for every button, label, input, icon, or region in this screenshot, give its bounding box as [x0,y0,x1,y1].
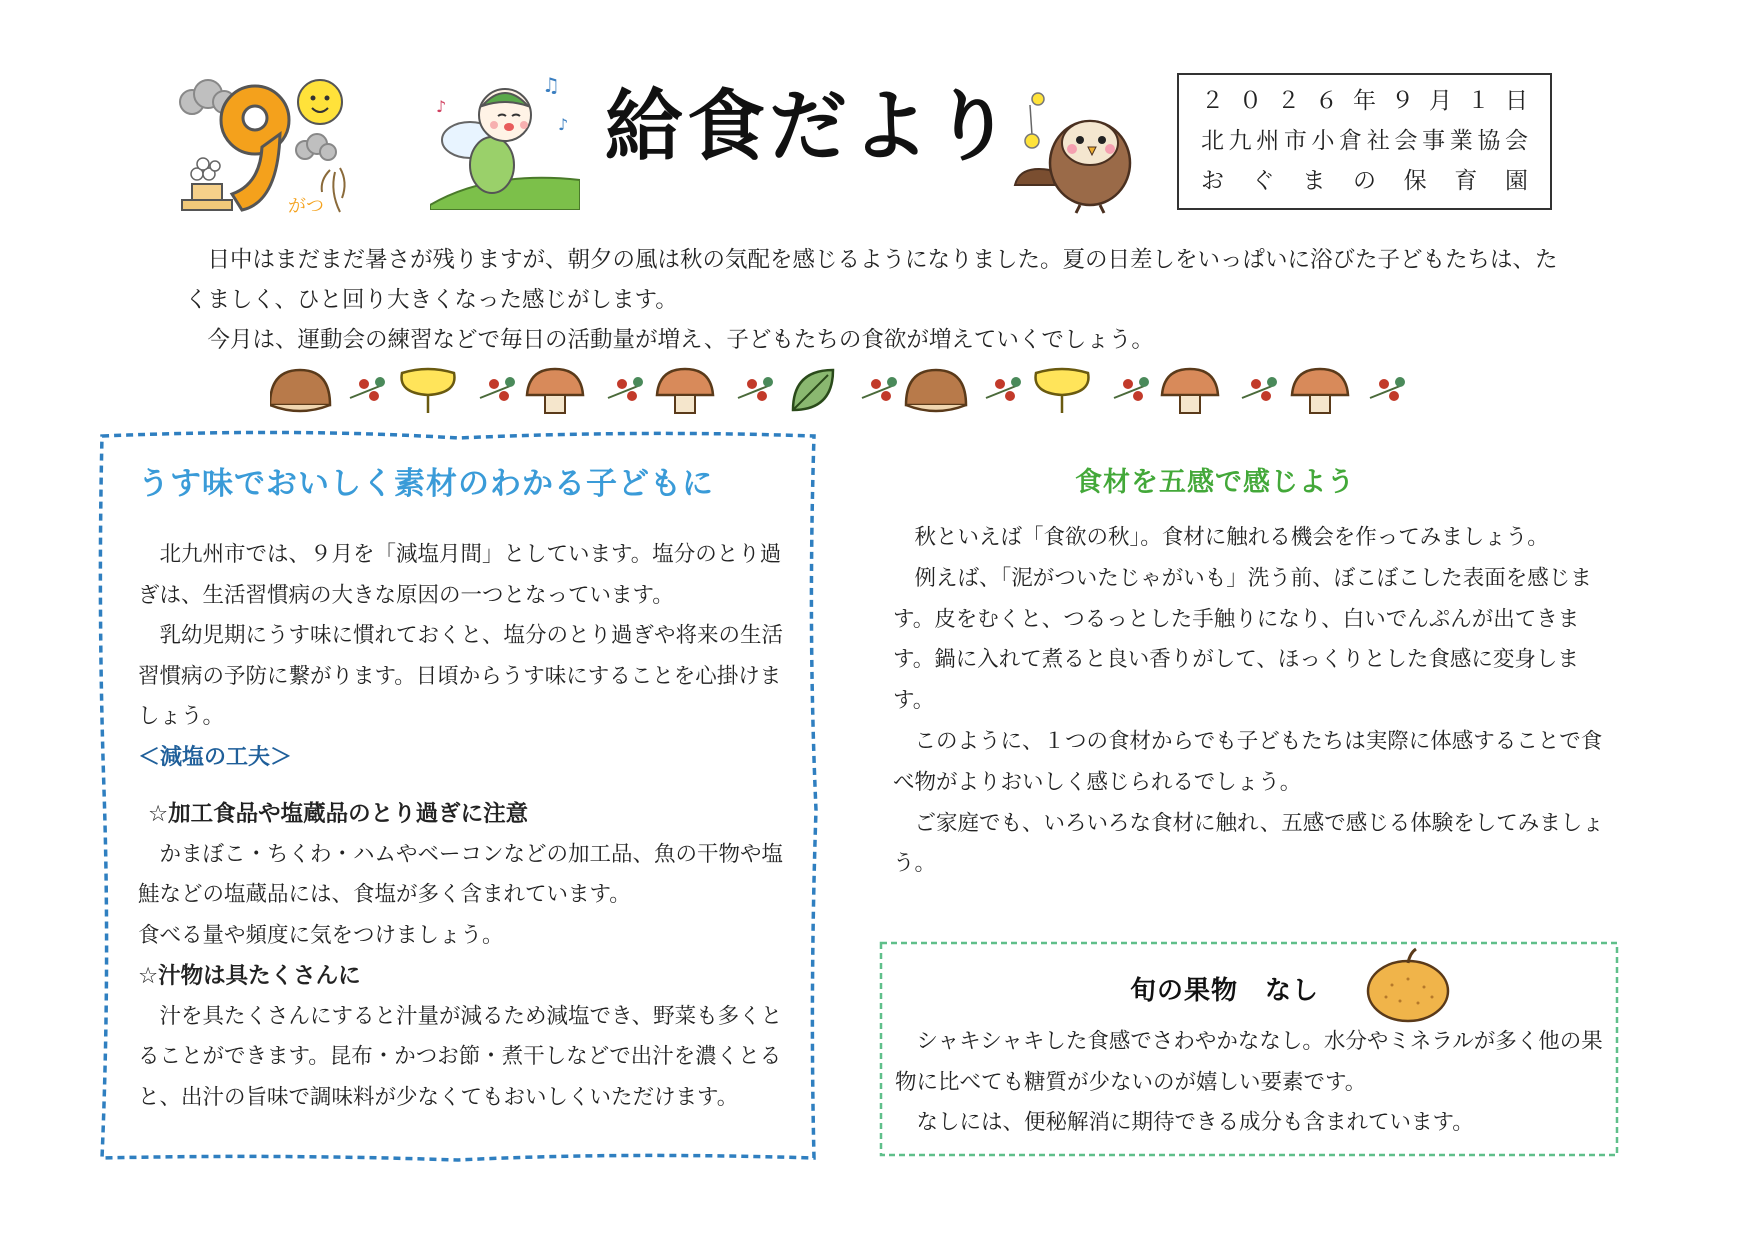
tip-soup-text: 汁を具たくさんにすると汁量が減るため減塩でき、野菜も多くとることができます。昆布・かつお節・煮干しなどで出汁を濃くとると、出汁の旨味で調味料が少なくてもおいしくいただけます。 [138,1003,783,1110]
right-paragraph: 秋といえば「食欲の秋」。食材に触れる機会を作ってみましょう。 [914,525,1549,550]
fruit-section-title: 旬の果物 なし [1130,976,1320,1006]
berry-sprig-icon [608,377,643,401]
newsletter-title: 給食だより [605,82,1016,172]
right-paragraph: このように、１つの食材からでも子どもたちは実際に体感することで食べ物がよりおいしく感じられるでしょう。 [893,728,1603,795]
month-label: がつ [288,196,324,217]
berry-sprig-icon [1242,377,1277,401]
svg-text:♪: ♪ [436,97,447,116]
mushroom-icon [527,369,583,413]
intro-paragraph: 日中はまだまだ暑さが残りますが、朝夕の風は秋の気配を感じるようになりました。夏の日差しをいっぱいに浴びた子どもたちは、たくましく、ひと回り大きくなった感じがします。 [185,247,1558,313]
berry-sprig-icon [738,377,773,401]
tip-processed-food-note: 食べる量や頻度に気をつけましょう。 [138,922,504,948]
fruit-paragraph: なしには、便秘解消に期待できる成分も含まれています。 [916,1110,1474,1135]
svg-text:♪: ♪ [558,115,569,134]
fruit-paragraph: シャキシャキした食感でさわやかななし。水分やミネラルが多く他の果物に比べても糖質が少ないのが嬉しい要素です。 [895,1029,1603,1095]
publication-info-box [1177,73,1552,210]
ginkgo-leaf-icon [402,369,455,413]
ginkgo-leaf-icon [1036,369,1089,413]
pear-icon [1362,945,1454,1025]
organization-name: 北九州市小倉社会事業協会 [1201,128,1528,154]
singing-insect-icon [430,70,580,210]
fruit-section-body [895,1022,1607,1144]
owl-icon [1010,85,1150,215]
issue-date: ２０２６年９月１日 [1201,88,1528,114]
tip-processed-food-title: ☆加工食品や塩蔵品のとり過ぎに注意 [148,801,529,827]
left-paragraph: 乳幼児期にうす味に慣れておくと、塩分のとり過ぎや将来の生活習慣病の予防に繋がります。日頃からうす味にすることを心掛けましょう。 [138,623,784,729]
intro-paragraph: 今月は、運動会の練習などで毎日の活動量が増え、子どもたちの食欲が増えていくでしょう。 [207,327,1154,353]
right-section-heading: 食材を五感で感じよう [1075,467,1355,498]
mushroom-icon [1292,369,1348,413]
nine-month-icon [170,72,360,222]
berry-sprig-icon [350,377,385,401]
salt-reduction-subheading: ＜減塩の工夫＞ [138,744,293,770]
left-paragraph: 北九州市では、９月を「減塩月間」としています。塩分のとり過ぎは、生活習慣病の大きな原因の一つとなっています。 [138,542,782,608]
berry-sprig-icon [862,377,897,401]
autumn-decoration-row [270,360,1430,420]
nursery-name: おぐまの保育園 [1201,168,1528,194]
mushroom-icon [1162,369,1218,413]
mushroom-icon [657,369,713,413]
chestnut-icon [906,370,966,411]
right-paragraph: ご家庭でも、いろいろな食材に触れ、五感で感じる体験をしてみましょう。 [893,810,1604,877]
berry-sprig-icon [1114,377,1149,401]
left-section-body [138,535,788,1118]
left-section-heading: うす味でおいしく素材のわかる子どもに [138,466,714,502]
tip-processed-food-text: かまぼこ・ちくわ・ハムやベーコンなどの加工品、魚の干物や塩鮭などの塩蔵品には、食塩が多く含まれています。 [138,841,784,907]
berry-sprig-icon [986,377,1021,401]
intro-section [185,240,1565,360]
tip-soup-title: ☆汁物は具たくさんに [138,963,361,989]
leaf-icon [793,370,833,410]
right-section-body [893,518,1605,885]
right-paragraph: 例えば、「泥がついたじゃがいも」洗う前、ぼこぼこした表面を感じます。皮をむくと、つるっとした手触りになり、白いでんぷんが出てきます。鍋に入れて煮ると良い香りがして、ほっくりとした食感に変身します。 [893,565,1592,714]
berry-sprig-icon [480,377,515,401]
chestnut-icon [270,370,330,411]
berry-sprig-icon [1370,377,1405,401]
svg-text:♫: ♫ [542,73,560,97]
